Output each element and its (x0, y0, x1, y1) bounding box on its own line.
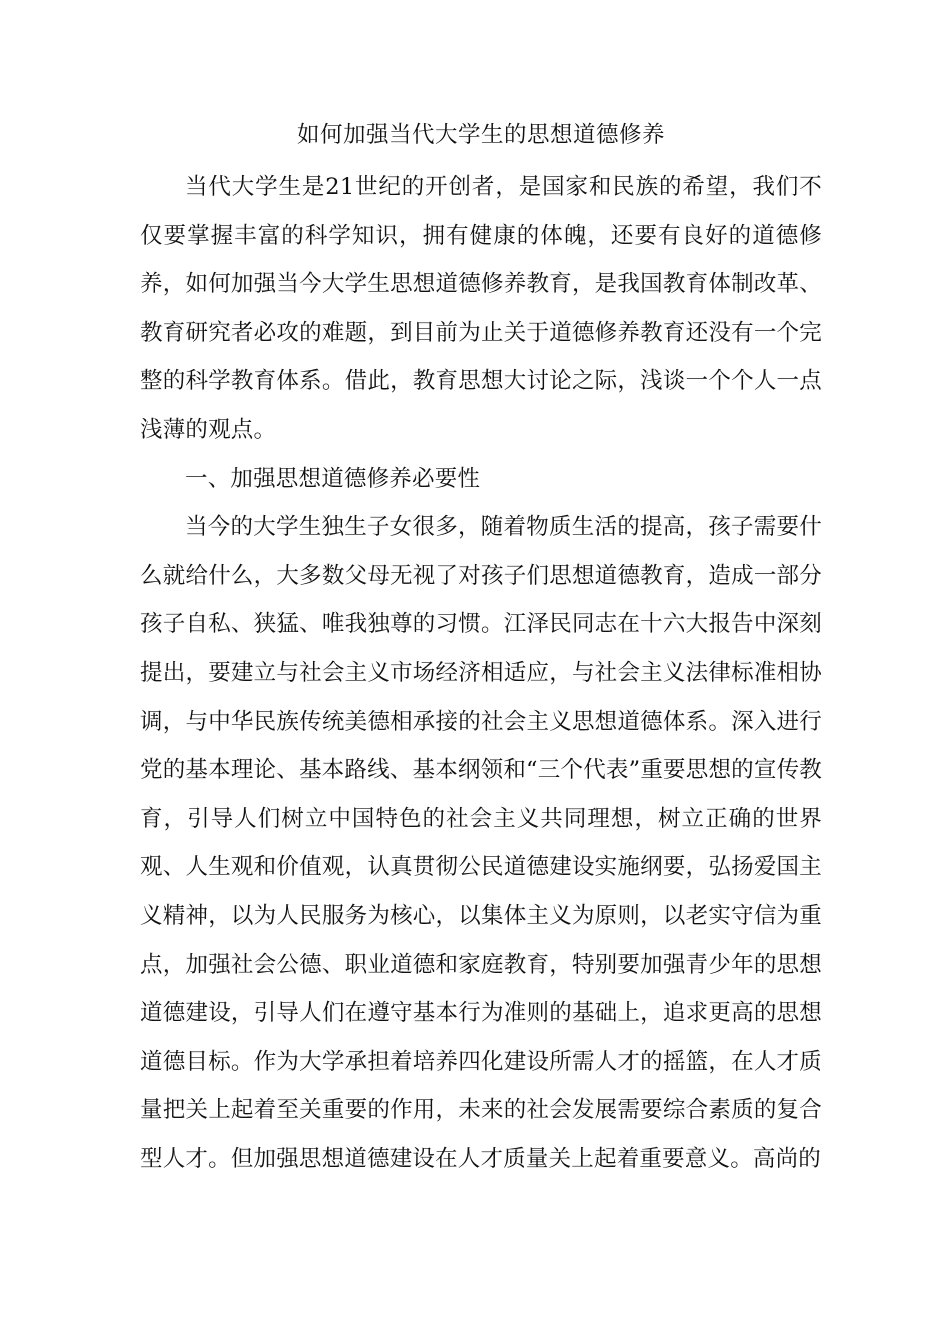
section-heading-1: 一、加强思想道德修养必要性 (185, 465, 481, 492)
document-page (140, 111, 822, 1183)
paragraph-necessity: 当今的大学生独生子女很多，随着物质生活的提高，孩子需要什么就给什么，大多数父母无视了对孩子们思想道德教育，造成一部分孩子自私、狭猛、唯我独尊的习惯。江泽民同志在十六大报告中深刻提出，要建立与社会主义市场经济相适应，与社会主义法律标准相协调，与中华民族传统美德相承接的社会主义思想道德体系。深入进行党的基本理论、基本路线、基本纲领和“三个代表”重要思想的宣传教育，引导人们树立中国特色的社会主义共同理想，树立正确的世界观、人生观和价值观，认真贯彻公民道德建设实施纲要，弘扬爱国主义精神，以为人民服务为核心，以集体主义为原则，以老实守信为重点，加强社会公德、职业道德和家庭教育，特别要加强青少年的思想道德建设，引导人们在遵守基本行为准则的基础上，追求更高的思想道德目标。作为大学承担着培养四化建设所需人才的摇篮，在人才质量把关上起着至关重要的作用，未来的社会发展需要综合素质的复合型人才。但加强思想道德建设在人才质量关上起着重要意义。高尚的 (140, 514, 822, 1172)
document-title: 如何加强当代大学生的思想道德修养 (296, 122, 665, 148)
paragraph-intro: 当代大学生是21世纪的开创者，是国家和民族的希望，我们不仅要掌握丰富的科学知识，拥有健康的体魄，还要有良好的道德修养，如何加强当今大学生思想道德修养教育，是我国教育体制改革、教育研究者必攻的难题，到目前为止关于道德修养教育还没有一个完整的科学教育体系。借此，教育思想大讨论之际，浅谈一个个人一点浅薄的观点。 (140, 174, 822, 443)
